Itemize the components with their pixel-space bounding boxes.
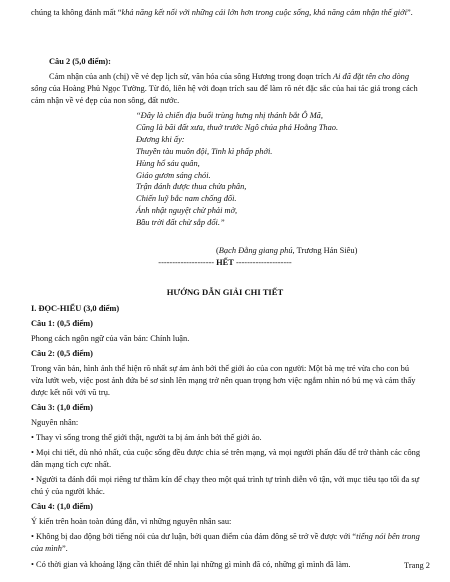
cau2-heading: Câu 2 (5,0 điểm): bbox=[49, 57, 111, 66]
source-work: Bạch Đằng giang phú bbox=[218, 246, 293, 255]
poem-line: Thuyền tàu muôn đội, Tinh kì phấp phới. bbox=[136, 146, 273, 156]
poem-line: Cũng là bãi đất xưa, thuở trước Ngô chúa phá Hoằng Thao. bbox=[136, 122, 339, 132]
poem-excerpt bbox=[136, 110, 436, 229]
poem-line: Trận đánh được thua chửa phân, bbox=[136, 182, 247, 192]
q3-heading: Câu 3: (1,0 điểm) bbox=[31, 403, 93, 412]
poem-line: Hùng hổ sáu quân, bbox=[136, 158, 200, 168]
intro-quote: khả năng kết nối với những cái lớn hơn trong cuộc sống, khả năng cảm nhận thế giới bbox=[121, 8, 407, 17]
end-word: HẾT bbox=[216, 258, 234, 267]
q3-bullet: • Người ta đánh đổi mọi riêng tư thầm kín để chạy theo một quá trình tự trình diễn vô tận, với mục tiêu tạo tối đa sự chú ý của người khác. bbox=[31, 475, 420, 496]
cau2-body bbox=[31, 71, 421, 107]
cau2-work-title: Ai đã đặt tên cho dòng sông bbox=[31, 72, 410, 93]
q2-heading: Câu 2: (0,5 điểm) bbox=[31, 349, 93, 358]
q3-bullet: • Mọi chi tiết, dù nhỏ nhất, của cuộc sống đều được chia sẻ trên mạng, và mọi người phấn đấu để trở thành các công dân mạng tích cực nhất. bbox=[31, 448, 421, 469]
q3-intro: Nguyên nhân: bbox=[31, 418, 79, 427]
guide-title: HƯỚNG DẪN GIẢI CHI TIẾT bbox=[166, 287, 284, 297]
q4-quote: tiếng nói bên trong của mình bbox=[31, 532, 420, 553]
poem-line: Giáo gươm sáng chói. bbox=[136, 170, 211, 180]
cau2-text-b: của Hoàng Phủ Ngọc Tường. Từ đó, liên hệ với đoạn trích sau để làm rõ nét đặc sắc của hai tác giả trong cách cảm nhận về vẻ đẹp của non sông, đất nước. bbox=[31, 84, 418, 105]
page-number: Trang 2 bbox=[404, 561, 430, 570]
section-heading: I. ĐỌC-HIỂU (3,0 điểm) bbox=[31, 304, 120, 313]
intro-text: chúng ta không đánh mất “ bbox=[31, 8, 122, 17]
q2-answer: Trong văn bản, hình ảnh thể hiện rõ nhất sự ám ảnh bởi thế giới ảo của con người: Một bà mẹ trẻ vừa cho con bú vừa lướt web, việc post ảnh đứa bé sơ sinh lên mạng trở nên quan trọng hơn việc ngắm nhìn nó bú mẹ và cảm thấy được kết nối với vũ trụ. bbox=[31, 364, 416, 397]
end-marker: -------------------- HẾT -------------------- bbox=[158, 258, 292, 267]
q3-bullet: • Thay vì sống trong thế giới thật, người ta bị ám ảnh bởi thế giới ảo. bbox=[31, 433, 262, 442]
q1-heading: Câu 1: (0,5 điểm) bbox=[31, 319, 93, 328]
poem-source: (Bạch Đằng giang phú, Trương Hán Siêu) bbox=[216, 246, 358, 255]
poem-line: “Đây là chiến địa buổi trùng hưng nhị thánh bắt Ô Mã, bbox=[136, 111, 323, 120]
source-author: , Trương Hán Siêu) bbox=[292, 246, 358, 255]
cau2-text-a: Cảm nhận của anh (chị) về vẻ đẹp lịch sử, văn hóa của sông Hương trong đoạn trích bbox=[49, 72, 333, 81]
poem-line: Chiến luỹ bắc nam chống đối. bbox=[136, 194, 237, 204]
q4-bullet: • Có thời gian và khoảng lặng cần thiết để nhìn lại những gì mình đã có, những gì mình đã làm. bbox=[31, 560, 351, 569]
poem-line: Đương khi ấy: bbox=[136, 134, 185, 144]
q4-intro: Ý kiến trên hoàn toàn đúng đắn, vì những nguyên nhân sau: bbox=[31, 517, 232, 526]
q4-heading: Câu 4: (1,0 điểm) bbox=[31, 502, 93, 511]
intro-paragraph bbox=[31, 7, 421, 19]
intro-quote-end: ”. bbox=[406, 8, 413, 17]
q4-bullet: • Không bị dao động bởi tiếng nói của dư luận, bởi quan điểm của đám đông sẽ trở về được với “tiếng nói bên trong của mình”. bbox=[31, 532, 420, 553]
poem-line: Ánh nhật nguyệt chừ phải mờ, bbox=[136, 206, 238, 216]
poem-line: Bầu trời đất chừ sắp đổi.” bbox=[136, 218, 225, 228]
q1-answer: Phong cách ngôn ngữ của văn bản: Chính luận. bbox=[31, 334, 190, 343]
